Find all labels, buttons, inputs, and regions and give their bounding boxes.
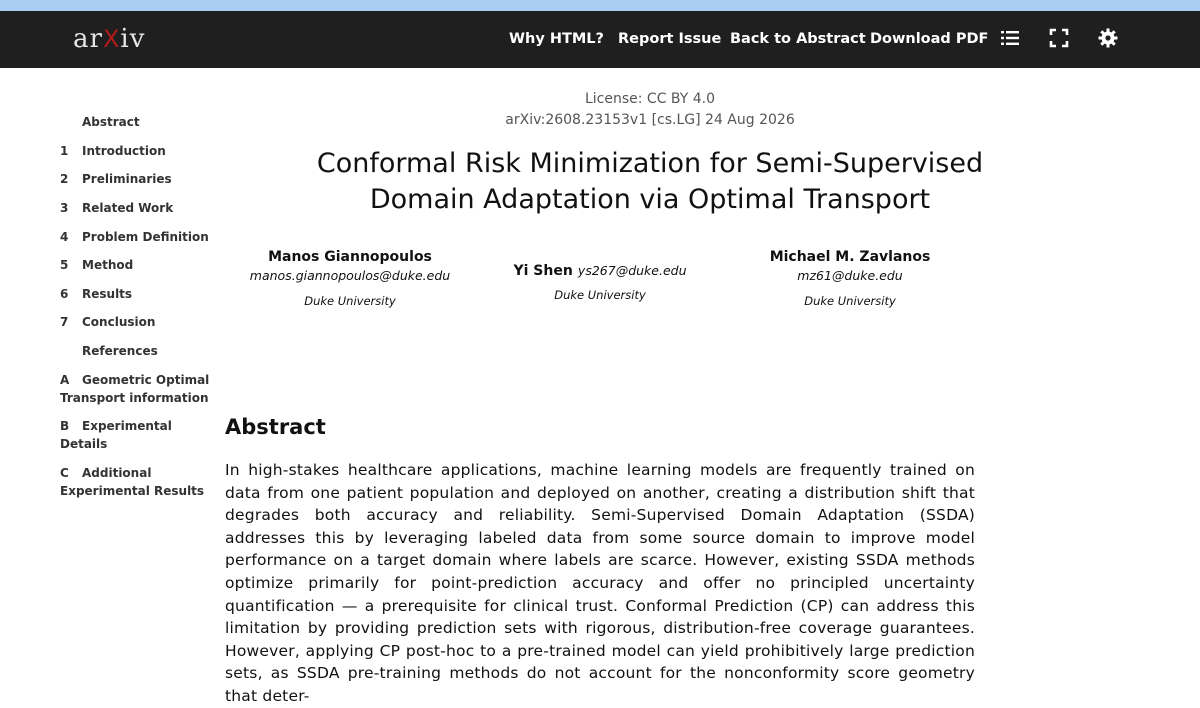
toc-item-method[interactable]: 5 Method: [60, 258, 134, 272]
arxiv-logo[interactable]: arXiv: [73, 24, 146, 54]
author-name: Manos Giannopoulos: [268, 249, 432, 265]
toc-item-introduction[interactable]: 1 Introduction: [60, 144, 166, 158]
back-to-abstract-link[interactable]: Back to Abstract: [730, 31, 866, 47]
toc-item-results[interactable]: 6 Results: [60, 287, 133, 301]
arxiv-id-line: arXiv:2608.23153v1 [cs.LG] 24 Aug 2026: [505, 112, 795, 128]
abstract-text: In high-stakes healthcare applications, machine learning models are frequently trained on data from one patient population and deployed on another, creating a distribution shift that degrades both accuracy and reliability. Semi-Supervised Domain Adaptation (SSDA) addresses this by leveraging labeled data from some source domain to improve model performance on a target domain where labels are scarce. However, existing SSDA methods optimize primarily for point-prediction accuracy and offer no principled uncertainty quantification — a prerequisite for clinical trust. Conformal Prediction (CP) can address this limitation by providing prediction sets with rigorous, distribution-free coverage guarantees. However, applying CP post-hoc to a pre-trained model can yield prohibitively large prediction sets, as SSDA pre-training methods do not account for the nonconformity score geometry that deter-: [225, 461, 975, 705]
author-affiliation: Duke University: [554, 288, 646, 302]
browser-banner-strip: [0, 0, 1200, 11]
author-affiliation: Duke University: [304, 294, 396, 308]
author-email: manos.giannopoulos@duke.edu: [249, 268, 451, 283]
author-block: [240, 249, 460, 308]
toc-item-references[interactable]: References: [82, 344, 158, 358]
license-line: License: CC BY 4.0: [584, 91, 716, 107]
why-html-link[interactable]: Why HTML?: [509, 31, 604, 47]
toc-item-preliminaries[interactable]: 2 Preliminaries: [60, 172, 172, 186]
toc-item-abstract[interactable]: Abstract: [82, 115, 140, 129]
toc-item-problem-definition[interactable]: 4 Problem Definition: [60, 230, 209, 244]
fullscreen-icon[interactable]: [1048, 27, 1070, 49]
toc-item-appendix-b[interactable]: B Experimental Details: [60, 419, 172, 451]
paper-title: [270, 146, 1030, 218]
toc-item-appendix-a[interactable]: A Geometric Optimal Transport information: [60, 373, 210, 405]
author-affiliation: Duke University: [804, 294, 896, 308]
author-block: [740, 249, 960, 308]
toc-item-related-work[interactable]: 3 Related Work: [60, 201, 174, 215]
download-pdf-link[interactable]: Download PDF: [870, 31, 989, 47]
author-name: Yi Shen: [513, 263, 573, 279]
settings-icon[interactable]: [1097, 27, 1119, 49]
title-line-1: Conformal Risk Minimization for Semi-Supervised: [316, 148, 984, 179]
top-navbar: [0, 11, 1200, 68]
author-email: mz61@duke.edu: [797, 268, 903, 283]
list-icon[interactable]: [999, 27, 1021, 49]
report-issue-link[interactable]: Report Issue: [618, 31, 722, 47]
author-name: Michael M. Zavlanos: [769, 249, 931, 265]
toc-item-appendix-c[interactable]: C Additional Experimental Results: [60, 466, 205, 498]
author-email: ys267@duke.edu: [577, 263, 687, 278]
toc-item-conclusion[interactable]: 7 Conclusion: [60, 315, 156, 329]
abstract-heading: Abstract: [225, 415, 326, 439]
author-block: [490, 260, 710, 302]
title-line-2: Domain Adaptation via Optimal Transport: [369, 184, 931, 215]
